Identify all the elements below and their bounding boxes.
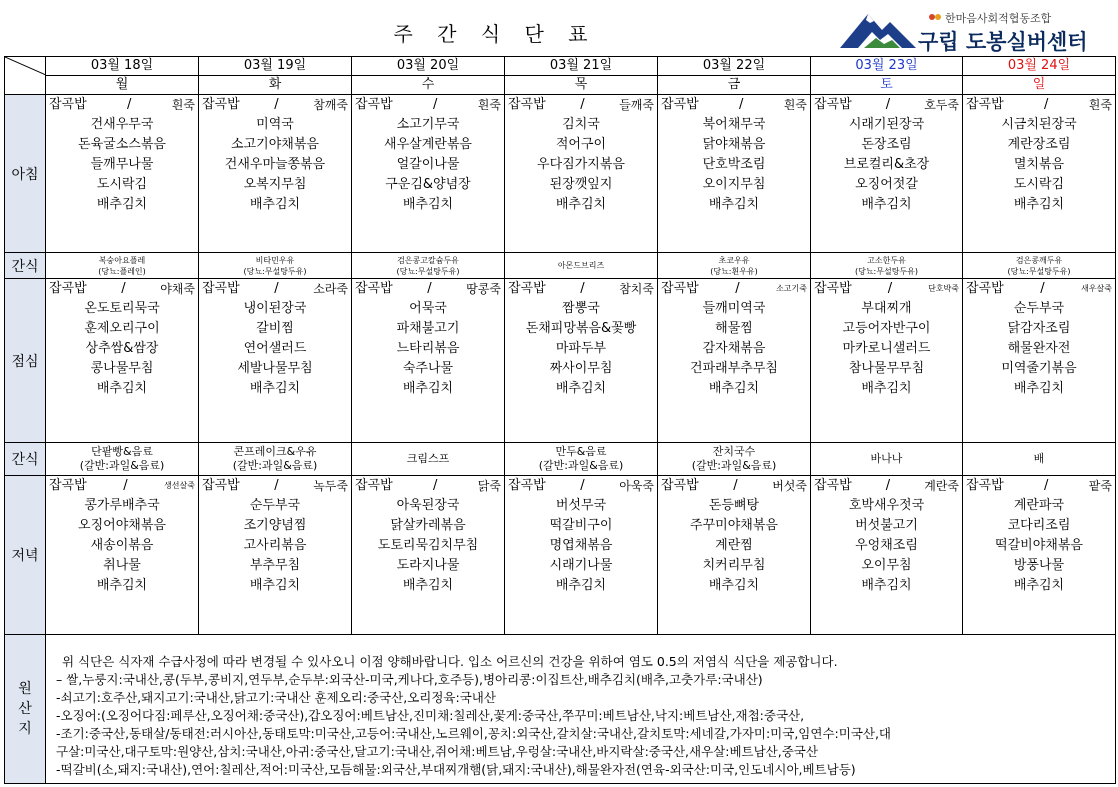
dish-item: 상추쌈&쌈장 bbox=[85, 341, 159, 356]
rice-label: 잡곡밥 bbox=[508, 478, 546, 493]
rice-label: 잡곡밥 bbox=[966, 281, 1004, 296]
dish-item: 배추김치 bbox=[249, 197, 301, 212]
morning_snack-cell bbox=[46, 253, 199, 279]
lunch-cell bbox=[199, 279, 352, 443]
dish-item: 감자채볶음 bbox=[702, 341, 766, 356]
rice-label: 잡곡밥 bbox=[202, 478, 240, 493]
dinner-cell bbox=[505, 476, 658, 635]
slash-separator: / bbox=[433, 97, 438, 112]
dish-item: 미역국 bbox=[256, 117, 294, 132]
dish-item: 코다리조림 bbox=[1007, 518, 1071, 533]
rice-label: 잡곡밥 bbox=[355, 478, 393, 493]
slash-separator: / bbox=[1044, 478, 1049, 493]
dish-item: 주꾸미야채볶음 bbox=[690, 518, 778, 533]
dish-item: 오징어젓갈 bbox=[855, 177, 918, 192]
rice-label: 잡곡밥 bbox=[202, 281, 240, 296]
meal-head bbox=[505, 95, 657, 115]
origin-label-1: 원 bbox=[18, 681, 32, 697]
dish-item: 계란장조림 bbox=[1007, 137, 1071, 152]
meal-head bbox=[811, 95, 962, 115]
snack-item: 검은콩깨두유 bbox=[1015, 255, 1063, 265]
porridge-label: 새우살죽 bbox=[1081, 284, 1112, 293]
dish-item: 배추김치 bbox=[1013, 578, 1065, 593]
dish-item: 해물찜 bbox=[715, 321, 753, 336]
dish-item: 오이무침 bbox=[861, 558, 912, 573]
breakfast-cell bbox=[352, 95, 505, 253]
rice-label: 잡곡밥 bbox=[814, 281, 852, 296]
weekday-cell: 금 bbox=[658, 76, 811, 95]
row-label-breakfast: 아침 bbox=[5, 95, 46, 253]
porridge-label: 단호박죽 bbox=[928, 284, 959, 293]
meal-head bbox=[505, 476, 657, 496]
dish-item: 갈비찜 bbox=[256, 321, 294, 336]
lunch-cell bbox=[963, 279, 1116, 443]
morning_snack-cell bbox=[352, 253, 505, 279]
date-cell: 03월 19일 bbox=[199, 57, 352, 76]
dish-item: 버섯무국 bbox=[555, 498, 607, 513]
rice-label: 잡곡밥 bbox=[355, 281, 393, 296]
rice-label: 잡곡밥 bbox=[814, 478, 852, 493]
morning_snack-cell bbox=[505, 253, 658, 279]
date-cell: 03월 23일 bbox=[811, 57, 963, 76]
dish-item: 어묵국 bbox=[409, 301, 447, 316]
rice-label: 잡곡밥 bbox=[661, 281, 699, 296]
snack-item: 콘프레이크&우유 bbox=[233, 445, 317, 458]
snack-item: 아몬드브리즈 bbox=[557, 261, 605, 270]
slash-separator: / bbox=[427, 281, 432, 296]
dish-item: 브로컬리&초장 bbox=[843, 157, 930, 172]
dish-item: 오징어야채볶음 bbox=[78, 518, 166, 533]
dish-item: 순두부국 bbox=[249, 498, 301, 513]
dish-item: 배추김치 bbox=[861, 197, 912, 212]
diagonal-line-icon bbox=[5, 57, 46, 75]
meal-head bbox=[658, 279, 810, 299]
slash-separator: / bbox=[885, 97, 891, 112]
dish-item: 콩가루배추국 bbox=[84, 498, 160, 513]
dish-item: 닭야채볶음 bbox=[702, 137, 766, 152]
snack-item: 초코우유 bbox=[718, 255, 750, 265]
meal-head bbox=[963, 95, 1115, 115]
snack-item: 검은콩고칼슘두유 bbox=[397, 255, 459, 265]
snack-item: (갈반:과일&음료) bbox=[538, 459, 624, 472]
morning_snack-cell bbox=[199, 253, 352, 279]
dish-item: 콩나물무침 bbox=[90, 361, 154, 376]
dish-item: 우엉채조림 bbox=[855, 538, 918, 553]
dish-item: 마파두부 bbox=[555, 341, 607, 356]
dish-item: 닭감자조림 bbox=[1007, 321, 1071, 336]
snack-item: (당뇨:무설탕두유) bbox=[854, 266, 919, 276]
snack-item: (당뇨:플레인) bbox=[98, 266, 146, 276]
dish-item: 배추김치 bbox=[249, 381, 301, 396]
dish-item: 조기양념찜 bbox=[243, 518, 307, 533]
meal-head bbox=[963, 476, 1115, 496]
meal-head bbox=[811, 279, 962, 299]
date-cell: 03월 20일 bbox=[352, 57, 505, 76]
dish-item: 오복지무침 bbox=[243, 177, 307, 192]
dish-item: 세발나물무침 bbox=[237, 361, 313, 376]
dish-item: 들깨미역국 bbox=[702, 301, 766, 316]
dish-item: 계란파국 bbox=[1013, 498, 1065, 513]
weekly-menu-table bbox=[4, 56, 1116, 784]
afternoon_snack-cell bbox=[352, 443, 505, 476]
origin-note-line: – 쌀,누룽지:국내산,콩(두부,콩비지,연두부,순두부:외국산-미국,케나다,호주등),병아리콩:이집트산,배추김치(배추,고춧가루:국내산) bbox=[56, 672, 763, 687]
dish-item: 파채불고기 bbox=[396, 321, 460, 336]
lunch-cell bbox=[505, 279, 658, 443]
date-cell: 03월 18일 bbox=[46, 57, 199, 76]
dish-item: 배추김치 bbox=[555, 381, 607, 396]
snack-item: 만두&음료 bbox=[555, 445, 607, 458]
rice-label: 잡곡밥 bbox=[814, 97, 852, 112]
dish-item: 해물완자전 bbox=[1007, 341, 1071, 356]
porridge-label: 팥죽 bbox=[1088, 479, 1112, 493]
meal-head bbox=[46, 476, 198, 496]
meal-head bbox=[658, 476, 810, 496]
dish-item: 시래기된장국 bbox=[848, 117, 925, 132]
dish-item: 방풍나물 bbox=[1013, 558, 1065, 573]
dish-item: 도라지나물 bbox=[396, 558, 460, 573]
dish-item: 북어채무국 bbox=[702, 117, 766, 132]
dish-item: 배추김치 bbox=[96, 381, 148, 396]
snack-item: 복숭아요플레 bbox=[98, 255, 146, 265]
origin-note-line: 구살:미국산,대구토막:원양산,삼치:국내산,아귀:중국산,달고기:국내산,쥐어채:베트남,우렁살:국내산,바지락살:중국산,새우살:베트남산,중국산 bbox=[56, 744, 818, 759]
dish-item: 닭살카레볶음 bbox=[390, 518, 466, 533]
origin-label-2: 산 bbox=[18, 701, 32, 717]
breakfast-cell bbox=[46, 95, 199, 253]
slash-separator: / bbox=[580, 478, 585, 493]
rice-label: 잡곡밥 bbox=[966, 97, 1004, 112]
porridge-label: 호두죽 bbox=[924, 98, 959, 112]
dish-item: 배추김치 bbox=[96, 578, 148, 593]
meal-head bbox=[658, 95, 810, 115]
dish-item: 냉이된장국 bbox=[243, 301, 307, 316]
dish-item: 배추김치 bbox=[861, 381, 912, 396]
dish-item: 배추김치 bbox=[555, 197, 607, 212]
porridge-label: 소고기죽 bbox=[776, 284, 807, 293]
weekday-cell: 일 bbox=[963, 76, 1116, 95]
dish-item: 계란찜 bbox=[715, 538, 753, 553]
dish-item: 순두부국 bbox=[1013, 301, 1065, 316]
snack-item: (갈반:과일&음료) bbox=[79, 459, 165, 472]
meal-head bbox=[352, 95, 504, 115]
dish-item: 돈장조림 bbox=[861, 137, 912, 152]
meal-head bbox=[505, 279, 657, 299]
page-title: 주 간 식 단 표 bbox=[393, 22, 597, 46]
origin-note-line: -쇠고기:호주산,돼지고기:국내산,닭고기:국내산 훈제오리:중국산,오리정육:국내산 bbox=[56, 690, 496, 705]
lunch-cell bbox=[352, 279, 505, 443]
row-label-morning-snack: 간식 bbox=[5, 253, 46, 279]
dish-item: 돈등뼈탕 bbox=[708, 498, 760, 513]
dish-item: 김치국 bbox=[562, 117, 600, 132]
porridge-label: 닭죽 bbox=[477, 479, 501, 493]
weekday-cell: 화 bbox=[199, 76, 352, 95]
slash-separator: / bbox=[580, 281, 585, 296]
origin-note-line: -오징어:(오징어다짐:페루산,오징어채:중국산),갑오징어:베트남산,진미채:칠레산,꽃게:중국산,쭈꾸미:베트남산,낙지:베트남산,재첩:중국산, bbox=[56, 708, 805, 723]
dinner-cell bbox=[811, 476, 963, 635]
center-name: 구립 도봉실버센터 bbox=[918, 30, 1088, 54]
afternoon_snack-cell bbox=[46, 443, 199, 476]
lunch-cell bbox=[811, 279, 963, 443]
slash-separator: / bbox=[433, 478, 438, 493]
dish-item: 버섯불고기 bbox=[855, 518, 918, 533]
coop-mark-icon bbox=[928, 13, 942, 23]
snack-item: 잔치국수 bbox=[712, 445, 756, 458]
dish-item: 숙주나물 bbox=[402, 361, 454, 376]
porridge-label: 야채죽 bbox=[160, 282, 195, 296]
dish-item: 짬뽕국 bbox=[562, 301, 600, 316]
meal-head bbox=[46, 95, 198, 115]
slash-separator: / bbox=[274, 281, 279, 296]
dish-item: 배추김치 bbox=[402, 197, 454, 212]
meal-head bbox=[811, 476, 962, 496]
morning_snack-cell bbox=[963, 253, 1116, 279]
afternoon_snack-cell bbox=[505, 443, 658, 476]
afternoon_snack-cell bbox=[199, 443, 352, 476]
dish-item: 배추김치 bbox=[96, 197, 148, 212]
dish-item: 배추김치 bbox=[402, 381, 454, 396]
dish-item: 소고기야채볶음 bbox=[231, 137, 319, 152]
dish-item: 훈제오리구이 bbox=[84, 321, 160, 336]
dish-item: 구운김&양념장 bbox=[385, 177, 471, 192]
origin-note-line: -조기:중국산,동태살/동태전:러시아산,동태토막:미국산,고등어:국내산,노르웨이,꽁치:외국산,갈치살:국내산,갈치토막:세네갈,가자미:미국,임연수:미국산,대 bbox=[56, 726, 892, 741]
porridge-label: 땅콩죽 bbox=[466, 282, 501, 296]
dish-item: 배추김치 bbox=[708, 578, 760, 593]
weekday-cell: 월 bbox=[46, 76, 199, 95]
dish-item: 배추김치 bbox=[1013, 381, 1065, 396]
rice-label: 잡곡밥 bbox=[661, 478, 699, 493]
slash-separator: / bbox=[123, 478, 128, 493]
dish-item: 새우살계란볶음 bbox=[384, 137, 472, 152]
snack-item: 비타민우유 bbox=[255, 255, 295, 265]
dish-item: 배추김치 bbox=[555, 578, 607, 593]
lunch-cell bbox=[46, 279, 199, 443]
porridge-label: 참치죽 bbox=[619, 282, 654, 296]
slash-separator: / bbox=[274, 478, 279, 493]
meal-head bbox=[199, 476, 351, 496]
dish-item: 얼갈이나물 bbox=[396, 157, 460, 172]
dish-item: 들깨무나물 bbox=[90, 157, 154, 172]
dish-item: 오이지무침 bbox=[702, 177, 766, 192]
dish-item: 배추김치 bbox=[402, 578, 454, 593]
slash-separator: / bbox=[1040, 281, 1045, 296]
porridge-label: 버섯죽 bbox=[772, 479, 807, 493]
morning_snack-cell bbox=[811, 253, 963, 279]
dish-item: 아욱된장국 bbox=[396, 498, 460, 513]
breakfast-cell bbox=[505, 95, 658, 253]
dish-item: 돈육굴소스볶음 bbox=[78, 137, 166, 152]
snack-item: (당뇨:무설탕두유) bbox=[243, 266, 307, 276]
snack-item: 크림스프 bbox=[406, 452, 450, 465]
porridge-label: 참깨죽 bbox=[313, 98, 348, 112]
dish-item: 멸치볶음 bbox=[1013, 157, 1065, 172]
slash-separator: / bbox=[885, 478, 891, 493]
afternoon_snack-cell bbox=[658, 443, 811, 476]
porridge-label: 소라죽 bbox=[313, 282, 348, 296]
corner-cell bbox=[5, 57, 46, 95]
dinner-cell bbox=[963, 476, 1116, 635]
meal-head bbox=[963, 279, 1115, 299]
center-logo bbox=[838, 6, 1108, 52]
dish-item: 명엽채볶음 bbox=[549, 538, 613, 553]
slash-separator: / bbox=[274, 97, 279, 112]
snack-item: (갈반:과일&음료) bbox=[691, 459, 777, 472]
breakfast-cell bbox=[199, 95, 352, 253]
org-name bbox=[928, 10, 1051, 26]
dish-item: 호박새우젓국 bbox=[848, 498, 925, 513]
origin-notes bbox=[46, 635, 1116, 784]
dinner-cell bbox=[658, 476, 811, 635]
snack-item: 단팥빵&음료 bbox=[91, 445, 153, 458]
dish-item: 시금치된장국 bbox=[1001, 117, 1077, 132]
slash-separator: / bbox=[1044, 97, 1049, 112]
rice-label: 잡곡밥 bbox=[966, 478, 1004, 493]
porridge-label: 흰죽 bbox=[477, 98, 501, 112]
slash-separator: / bbox=[127, 97, 132, 112]
dish-item: 도토리묵김치무침 bbox=[377, 538, 479, 553]
dish-item: 부대찌개 bbox=[861, 301, 912, 316]
dish-item: 배추김치 bbox=[708, 381, 760, 396]
dish-item: 짜사이무침 bbox=[549, 361, 613, 376]
dish-item: 미역줄기볶음 bbox=[1001, 361, 1077, 376]
breakfast-cell bbox=[963, 95, 1116, 253]
porridge-label: 생선살죽 bbox=[164, 481, 195, 490]
dinner-cell bbox=[199, 476, 352, 635]
dish-item: 도시락김 bbox=[96, 177, 148, 192]
afternoon_snack-cell bbox=[811, 443, 963, 476]
meal-head bbox=[352, 476, 504, 496]
snack-item: (당뇨:흰우유) bbox=[710, 266, 758, 276]
dish-item: 된장깻잎지 bbox=[549, 177, 613, 192]
rice-label: 잡곡밥 bbox=[508, 281, 546, 296]
porridge-label: 들깨죽 bbox=[619, 98, 654, 112]
dish-item: 참나물무무침 bbox=[848, 361, 925, 376]
snack-item: 바나나 bbox=[870, 452, 903, 465]
morning_snack-cell bbox=[658, 253, 811, 279]
dish-item: 치커리무침 bbox=[702, 558, 766, 573]
porridge-label: 흰죽 bbox=[171, 98, 195, 112]
origin-note-line: 위 식단은 식자재 수급사정에 따라 변경될 수 있사오니 이점 양해바랍니다. 입소 어르신의 건강을 위하여 염도 0.5의 저염식 식단을 제공합니다. bbox=[62, 654, 838, 669]
meal-head bbox=[46, 279, 198, 299]
dish-item: 떡갈비야채볶음 bbox=[995, 538, 1083, 553]
dish-item: 소고기무국 bbox=[396, 117, 460, 132]
meal-head bbox=[199, 279, 351, 299]
slash-separator: / bbox=[580, 97, 585, 112]
row-label-lunch: 점심 bbox=[5, 279, 46, 443]
porridge-label: 계란죽 bbox=[924, 479, 959, 493]
row-label-origin bbox=[5, 635, 46, 784]
dish-item: 우다짐가지볶음 bbox=[537, 157, 625, 172]
slash-separator: / bbox=[735, 281, 740, 296]
lunch-cell bbox=[658, 279, 811, 443]
dish-item: 느타리볶음 bbox=[396, 341, 460, 356]
org-name-text: 한마음사회적협동조합 bbox=[945, 12, 1052, 25]
dish-item: 고사리볶음 bbox=[243, 538, 307, 553]
origin-label-3: 지 bbox=[18, 721, 32, 737]
dish-item: 단호박조림 bbox=[702, 157, 766, 172]
porridge-label: 아욱죽 bbox=[619, 479, 654, 493]
dish-item: 온도토리묵국 bbox=[84, 301, 160, 316]
snack-item: 고소한두유 bbox=[867, 255, 906, 265]
dish-item: 배추김치 bbox=[249, 578, 301, 593]
slash-separator: / bbox=[733, 478, 738, 493]
porridge-label: 녹두죽 bbox=[313, 479, 348, 493]
meal-head bbox=[199, 95, 351, 115]
dinner-cell bbox=[46, 476, 199, 635]
dish-item: 연어샐러드 bbox=[243, 341, 307, 356]
dish-item: 마카로니샐러드 bbox=[842, 341, 931, 356]
snack-item: (갈반:과일&음료) bbox=[232, 459, 318, 472]
dish-item: 건파래부추무침 bbox=[690, 361, 778, 376]
snack-item: 배 bbox=[1033, 452, 1045, 465]
dish-item: 배추김치 bbox=[708, 197, 760, 212]
porridge-label: 흰죽 bbox=[1088, 98, 1112, 112]
dinner-cell bbox=[352, 476, 505, 635]
dish-item: 떡갈비구이 bbox=[549, 518, 613, 533]
dish-item: 배추김치 bbox=[1013, 197, 1065, 212]
porridge-label: 흰죽 bbox=[783, 98, 807, 112]
dish-item: 적어구이 bbox=[555, 137, 607, 152]
rice-label: 잡곡밥 bbox=[49, 281, 87, 296]
dish-item: 도시락김 bbox=[1013, 177, 1065, 192]
rice-label: 잡곡밥 bbox=[355, 97, 393, 112]
row-label-dinner: 저녁 bbox=[5, 476, 46, 635]
breakfast-cell bbox=[658, 95, 811, 253]
dish-item: 돈채피망볶음&꽃빵 bbox=[525, 321, 637, 336]
meal-head bbox=[352, 279, 504, 299]
row-label-afternoon-snack: 간식 bbox=[5, 443, 46, 476]
mountain-logo-icon bbox=[838, 8, 918, 50]
breakfast-cell bbox=[811, 95, 963, 253]
dish-item: 취나물 bbox=[103, 558, 141, 573]
rice-label: 잡곡밥 bbox=[202, 97, 240, 112]
dish-item: 배추김치 bbox=[861, 578, 912, 593]
date-cell: 03월 24일 bbox=[963, 57, 1116, 76]
weekday-cell: 토 bbox=[811, 76, 963, 95]
dish-item: 새송이볶음 bbox=[90, 538, 154, 553]
afternoon_snack-cell bbox=[963, 443, 1116, 476]
origin-note-line: -떡갈비(소,돼지:국내산),연어:칠레산,적어:미국산,모듬해물:외국산,부대찌개햄(닭,돼지:국내산),해물완자전(연육-외국산:미국,인도네시아,베트남등) bbox=[56, 762, 856, 777]
dish-item: 시래기나물 bbox=[549, 558, 613, 573]
dish-item: 건새우마늘쫑볶음 bbox=[224, 157, 326, 172]
rice-label: 잡곡밥 bbox=[49, 97, 87, 112]
weekday-cell: 수 bbox=[352, 76, 505, 95]
dish-item: 건새우무국 bbox=[90, 117, 154, 132]
slash-separator: / bbox=[887, 281, 893, 296]
rice-label: 잡곡밥 bbox=[49, 478, 87, 493]
dish-item: 고등어자반구이 bbox=[842, 321, 931, 336]
dish-item: 부추무침 bbox=[249, 558, 301, 573]
rice-label: 잡곡밥 bbox=[508, 97, 546, 112]
date-cell: 03월 22일 bbox=[658, 57, 811, 76]
slash-separator: / bbox=[121, 281, 126, 296]
rice-label: 잡곡밥 bbox=[661, 97, 699, 112]
snack-item: (당뇨:무설탕두유) bbox=[396, 266, 460, 276]
date-cell: 03월 21일 bbox=[505, 57, 658, 76]
snack-item: (당뇨:무설탕두유) bbox=[1007, 266, 1071, 276]
weekday-cell: 목 bbox=[505, 76, 658, 95]
slash-separator: / bbox=[739, 97, 744, 112]
